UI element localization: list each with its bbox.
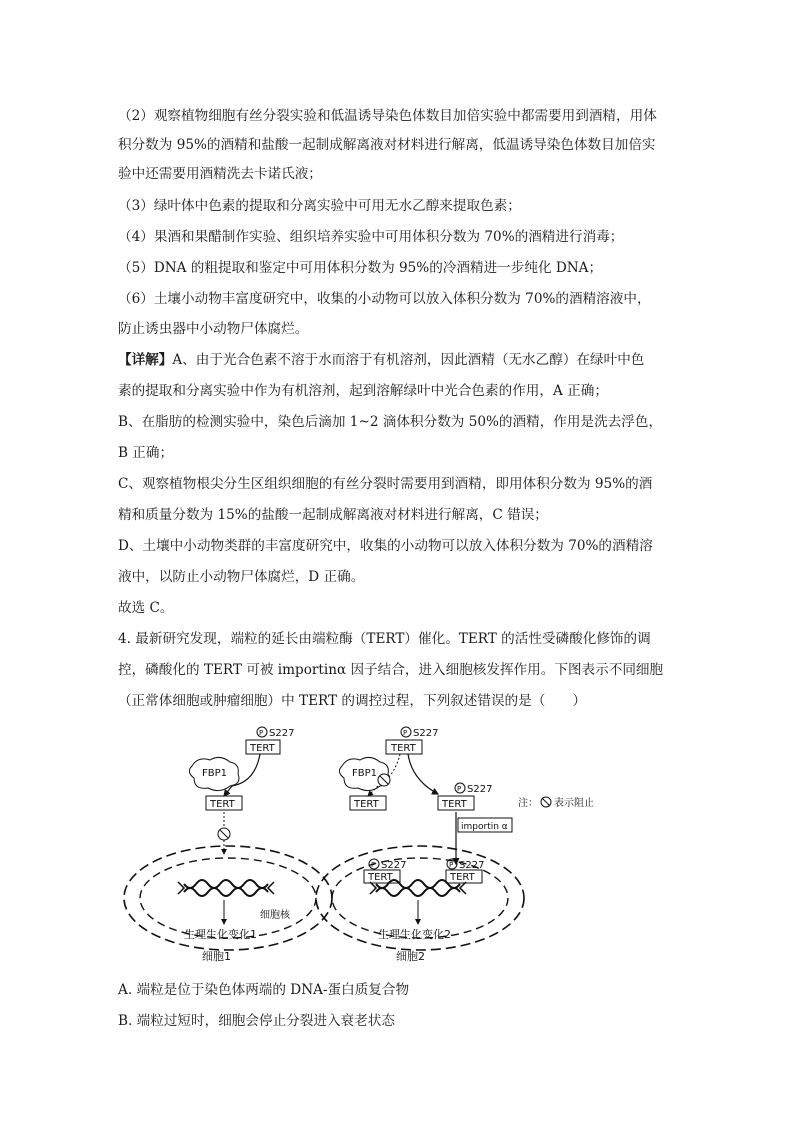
text-line: （5）DNA 的粗提取和鉴定中可用体积分数为 95%的冷酒精进一步纯化 DNA； — [118, 260, 603, 276]
tert-label: TERT — [354, 799, 379, 810]
text-line: （4）果酒和果醋制作实验、组织培养实验中可用体积分数为 70%的酒精进行消毒； — [118, 229, 624, 245]
phosphate-label: P — [259, 729, 264, 737]
phosphate-label: P — [403, 729, 408, 737]
text-line: 精和质量分数为 15%的盐酸一起制成解离液对材料进行解离，C 错误； — [118, 507, 548, 523]
tert-label: TERT — [250, 743, 275, 754]
cell2-label: 细胞2 — [396, 950, 425, 963]
cell-2 — [316, 727, 594, 963]
option-a: A. 端粒是位于染色体两端的 DNA-蛋白质复合物 — [118, 982, 410, 998]
s227-label: S227 — [467, 784, 493, 795]
phosphate-label: P — [457, 785, 462, 793]
chromosome-icon — [178, 880, 274, 896]
question-line: 控，磷酸化的 TERT 可被 importinα 因子结合，进入细胞核发挥作用。下图表示不同细胞 — [118, 662, 664, 678]
tert-label: TERT — [442, 799, 467, 810]
text-line: （3）绿叶体中色素的提取和分离实验中可用无水乙醇来提取色素； — [118, 198, 521, 214]
nucleus-label: 细胞核 — [260, 910, 290, 921]
text-line: 积分数为 95%的酒精和盐酸一起制成解离液对材料进行解离，低温诱导染色体数目加倍实 — [118, 137, 656, 153]
phosphate-label: P — [449, 861, 454, 869]
change1-label: 生理生化变化1 — [184, 928, 257, 941]
question-line: 4. 最新研究发现，端粒的延长由端粒酶（TERT）催化。TERT 的活性受磷酸化修饰的调 — [118, 631, 651, 647]
text-line: C、观察植物根尖分生区组织细胞的有丝分裂时需要用到酒精，即用体积分数为 95%的酒 — [118, 476, 653, 492]
tert-label: TERT — [368, 872, 393, 883]
tert-label: TERT — [210, 799, 235, 810]
note-text: 表示阻止 — [554, 798, 594, 809]
detail-label: 【详解】 — [118, 352, 173, 368]
text-line: D、土壤中小动物类群的丰富度研究中，收集的小动物可以放入体积分数为 70%的酒精溶 — [118, 538, 653, 554]
tert-label: TERT — [391, 743, 416, 754]
text-line: B 正确； — [118, 445, 174, 461]
tert-label: TERT — [450, 872, 475, 883]
detail-line — [118, 348, 644, 368]
nucleus-membrane — [140, 858, 316, 938]
question-line: （正常体细胞或肿瘤细胞）中 TERT 的调控过程，下列叙述错误的是（ ） — [118, 693, 587, 709]
note-label: 注： — [518, 798, 538, 809]
s227-label: S227 — [413, 728, 439, 739]
cell1-label: 细胞1 — [202, 950, 231, 963]
importin-label: importin α — [461, 822, 508, 832]
fbp1-label: FBP1 — [352, 768, 378, 779]
text-line: 验中还需要用酒精洗去卡诺氏液； — [118, 166, 322, 182]
text-line: 防止诱虫器中小动物尸体腐烂。 — [118, 321, 309, 337]
fbp1-label: FBP1 — [202, 768, 228, 779]
s227-label: S227 — [269, 728, 295, 739]
cell-1 — [124, 727, 332, 963]
text-line: （6）土壤小动物丰富度研究中，收集的小动物可以放入体积分数为 70%的酒精溶液中， — [118, 291, 651, 307]
text-line: 液中，以防止小动物尸体腐烂，D 正确。 — [118, 569, 365, 585]
text-line: A、由于光合色素不溶于水而溶于有机溶剂，因此酒精（无水乙醇）在绿叶中色 — [172, 352, 645, 368]
text-line: 故选 C。 — [118, 600, 174, 616]
text-line: B、在脂肪的检测实验中，染色后滴加 1~2 滴体积分数为 50%的酒精，作用是洗去浮色， — [118, 414, 663, 430]
text-line: （2）观察植物细胞有丝分裂实验和低温诱导染色体数目加倍实验中都需要用到酒精，用体 — [118, 108, 657, 124]
text-line: 素的提取和分离实验中作为有机溶剂，起到溶解绿叶中光合色素的作用，A 正确； — [118, 383, 608, 399]
change2-label: 生理生化变化2 — [378, 928, 451, 941]
option-b: B. 端粒过短时，细胞会停止分裂进入衰老状态 — [118, 1013, 395, 1029]
phosphate-label: P — [371, 861, 376, 869]
s227-label: S227 — [459, 860, 485, 871]
tert-regulation-figure — [120, 722, 640, 972]
s227-label: S227 — [381, 860, 407, 871]
